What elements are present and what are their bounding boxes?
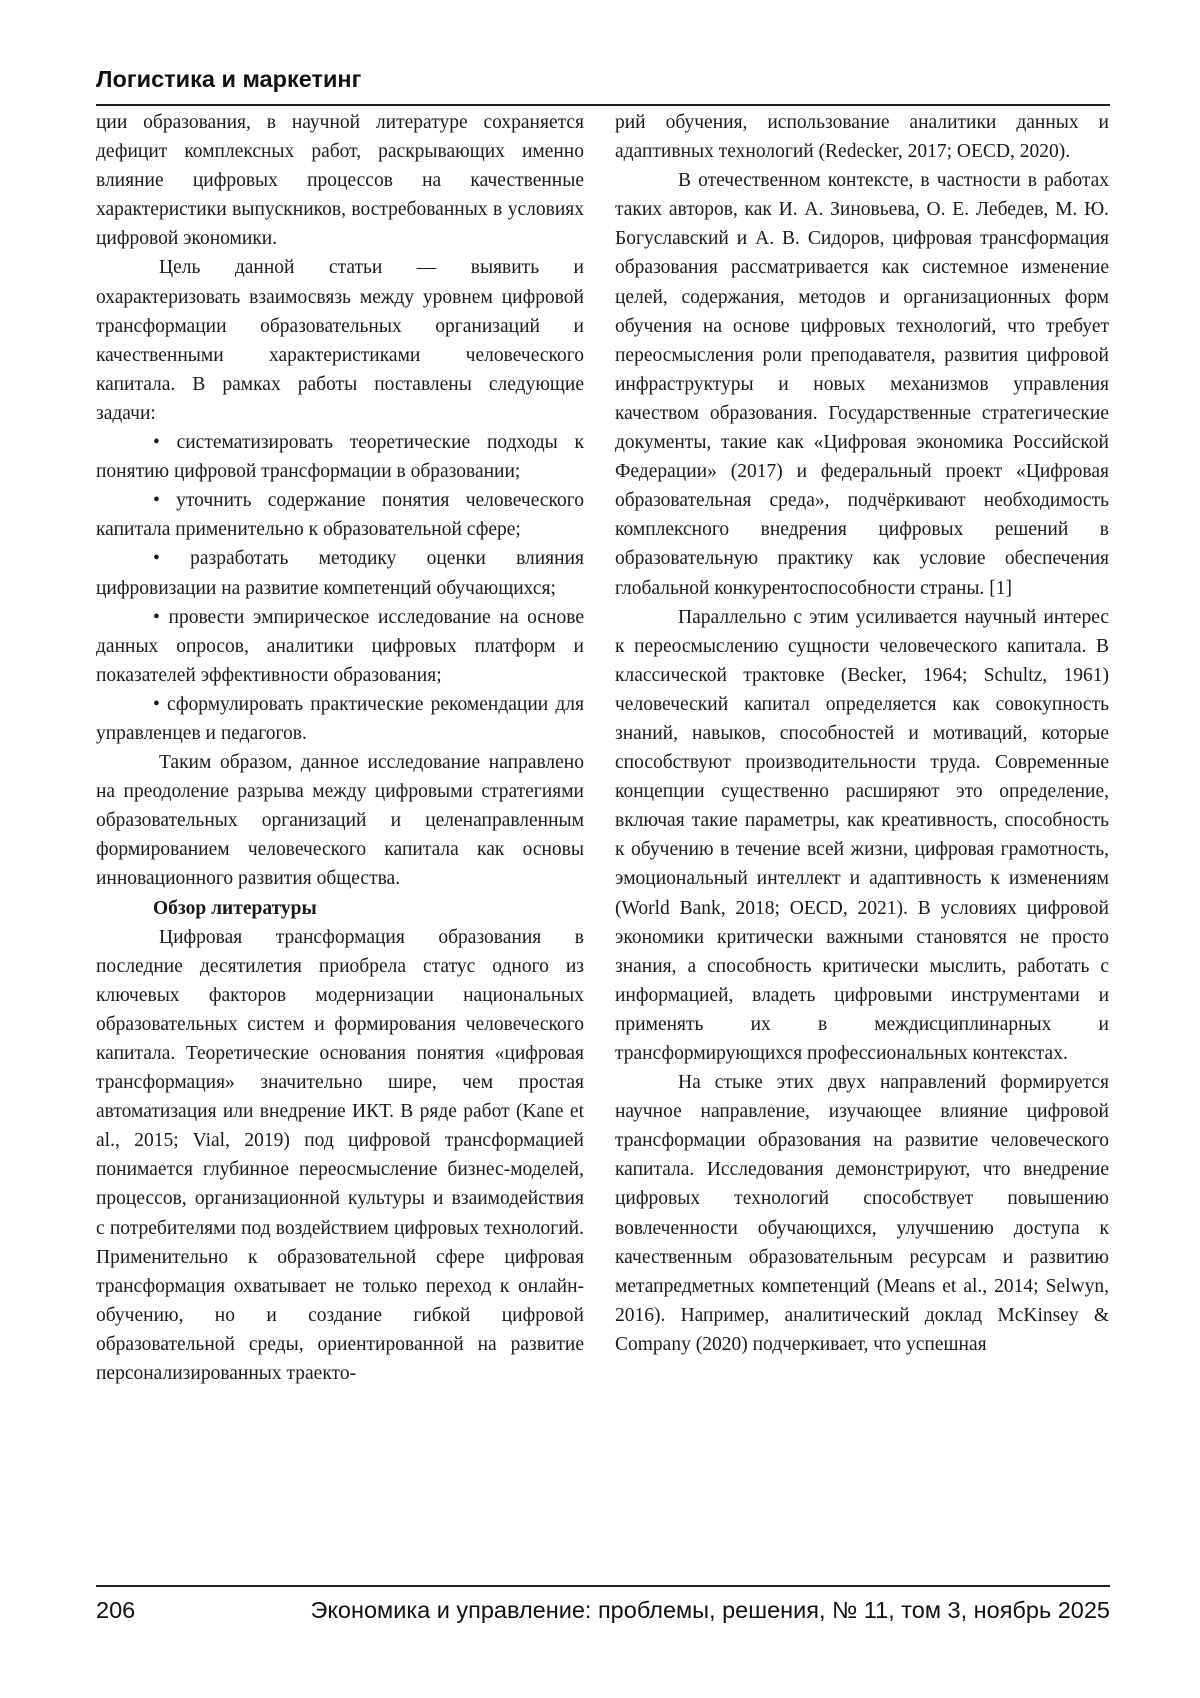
running-header — [96, 62, 1110, 96]
journal-citation: Экономика и управление: проблемы, решения, № 11, том 3, ноябрь 2025 — [310, 1597, 1110, 1623]
right-column — [615, 108, 1109, 1359]
paragraph: На стыке этих двух направлений формируется научное направление, изучающее влияние цифровой трансформации образования на развитие человеческого капитала. Исследования демонстрируют, что внедрение цифровых технологий способствует повышению вовлеченности обучающихся, улучшению доступа к качественным образовательным ресурсам и развитию метапредметных компетенций (Means et al., 2014; Selwyn, 2016). Например, аналитический доклад McKinsey & Company (2020) подчеркивает, что успешная — [615, 1072, 1109, 1355]
paragraph: Таким образом, данное исследование направлено на преодоление разрыва между цифровыми стратегиями образовательных организаций и целенаправленным формированием человеческого капитала как основы инновационного развития общества. — [96, 752, 584, 890]
paragraph: Цель данной статьи — выявить и охарактеризовать взаимосвязь между уровнем цифровой трансформации образовательных организаций и качественными характеристиками человеческого капитала. В рамках работы поставлены следующие задачи: — [96, 257, 584, 424]
section-title: Логистика и маркетинг — [96, 66, 362, 92]
page-number: 206 — [96, 1597, 136, 1623]
bullet-item: • уточнить содержание понятия человеческого капитала применительно к образовательной сфере; — [96, 490, 584, 541]
paragraph: Цифровая трансформация образования в последние десятилетия приобрела статус одного из ключевых факторов модернизации национальных образовательных систем и формирования человеческого капитала. Теоретические основания понятия «цифровая трансформация» значительно шире, чем простая автоматизация или внедрение ИКТ. В ряде работ (Kane et al., 2015; Vial, 2019) под цифровой трансформацией понимается глубинное переосмысление бизнес-моделей, процессов, организационной культуры и взаимодействия с потребителями под воздействием цифровых технологий. Применительно к образовательной сфере цифровая трансформация охватывает не только переход к онлайн-обучению, но и создание гибкой цифровой образовательной среды, ориентированной на развитие персонализированных траекто- — [96, 926, 584, 1385]
bullet-item: • провести эмпирическое исследование на основе данных опросов, аналитики цифровых платформ и показателей эффективности образования; — [96, 606, 584, 686]
bullet-item: • сформулировать практические рекомендации для управленцев и педагогов. — [96, 693, 584, 744]
footer-divider — [96, 1585, 1110, 1587]
bullet-item: • систематизировать теоретические подходы к понятию цифровой трансформации в образовании; — [96, 432, 584, 483]
bullet-item: • разработать методику оценки влияния цифровизации на развитие компетенций обучающихся; — [96, 548, 584, 599]
header-divider — [96, 104, 1110, 106]
paragraph: ции образования, в научной литературе сохраняется дефицит комплексных работ, раскрывающих именно влияние цифровых процессов на качественные характеристики выпускников, востребованных в условиях цифровой экономики. — [96, 112, 584, 250]
paragraph: В отечественном контексте, в частности в работах таких авторов, как И. А. Зиновьева, О. Е. Лебедев, М. Ю. Богуславский и А. В. Сидоров, цифровая трансформация образования рассматривается как системное изменение целей, содержания, методов и организационных форм обучения на основе цифровых технологий, что требует переосмысления роли преподавателя, развития цифровой инфраструктуры и новых механизмов управления качеством образования. Государственные стратегические документы, такие как «Цифровая экономика Российской Федерации» (2017) и федеральный проект «Цифровая образовательная среда», подчёркивают необходимость комплексного внедрения цифровых решений в образовательную практику как условие обеспечения глобальной конкурентоспособности страны. [1] — [615, 170, 1109, 599]
left-column — [96, 108, 584, 1388]
paragraph: рий обучения, использование аналитики данных и адаптивных технологий (Redecker, 2017; OECD, 2020). — [615, 112, 1109, 163]
paragraph: Параллельно с этим усиливается научный интерес к переосмыслению сущности человеческого капитала. В классической трактовке (Becker, 1964; Schultz, 1961) человеческий капитал определяется как совокупность знаний, навыков, способностей и мотиваций, которые способствуют производительности труда. Современные концепции существенно расширяют это определение, включая такие параметры, как креативность, способность к обучению в течение всей жизни, цифровая грамотность, эмоциональный интеллект и адаптивность к изменениям (World Bank, 2018; OECD, 2021). В условиях цифровой экономики критически важными становятся не просто знания, а способность критически мыслить, работать с информацией, владеть цифровыми инструментами и применять их в междисциплинарных и трансформирующихся профессиональных контекстах. — [615, 606, 1109, 1064]
section-heading: Обзор литературы — [153, 897, 317, 919]
